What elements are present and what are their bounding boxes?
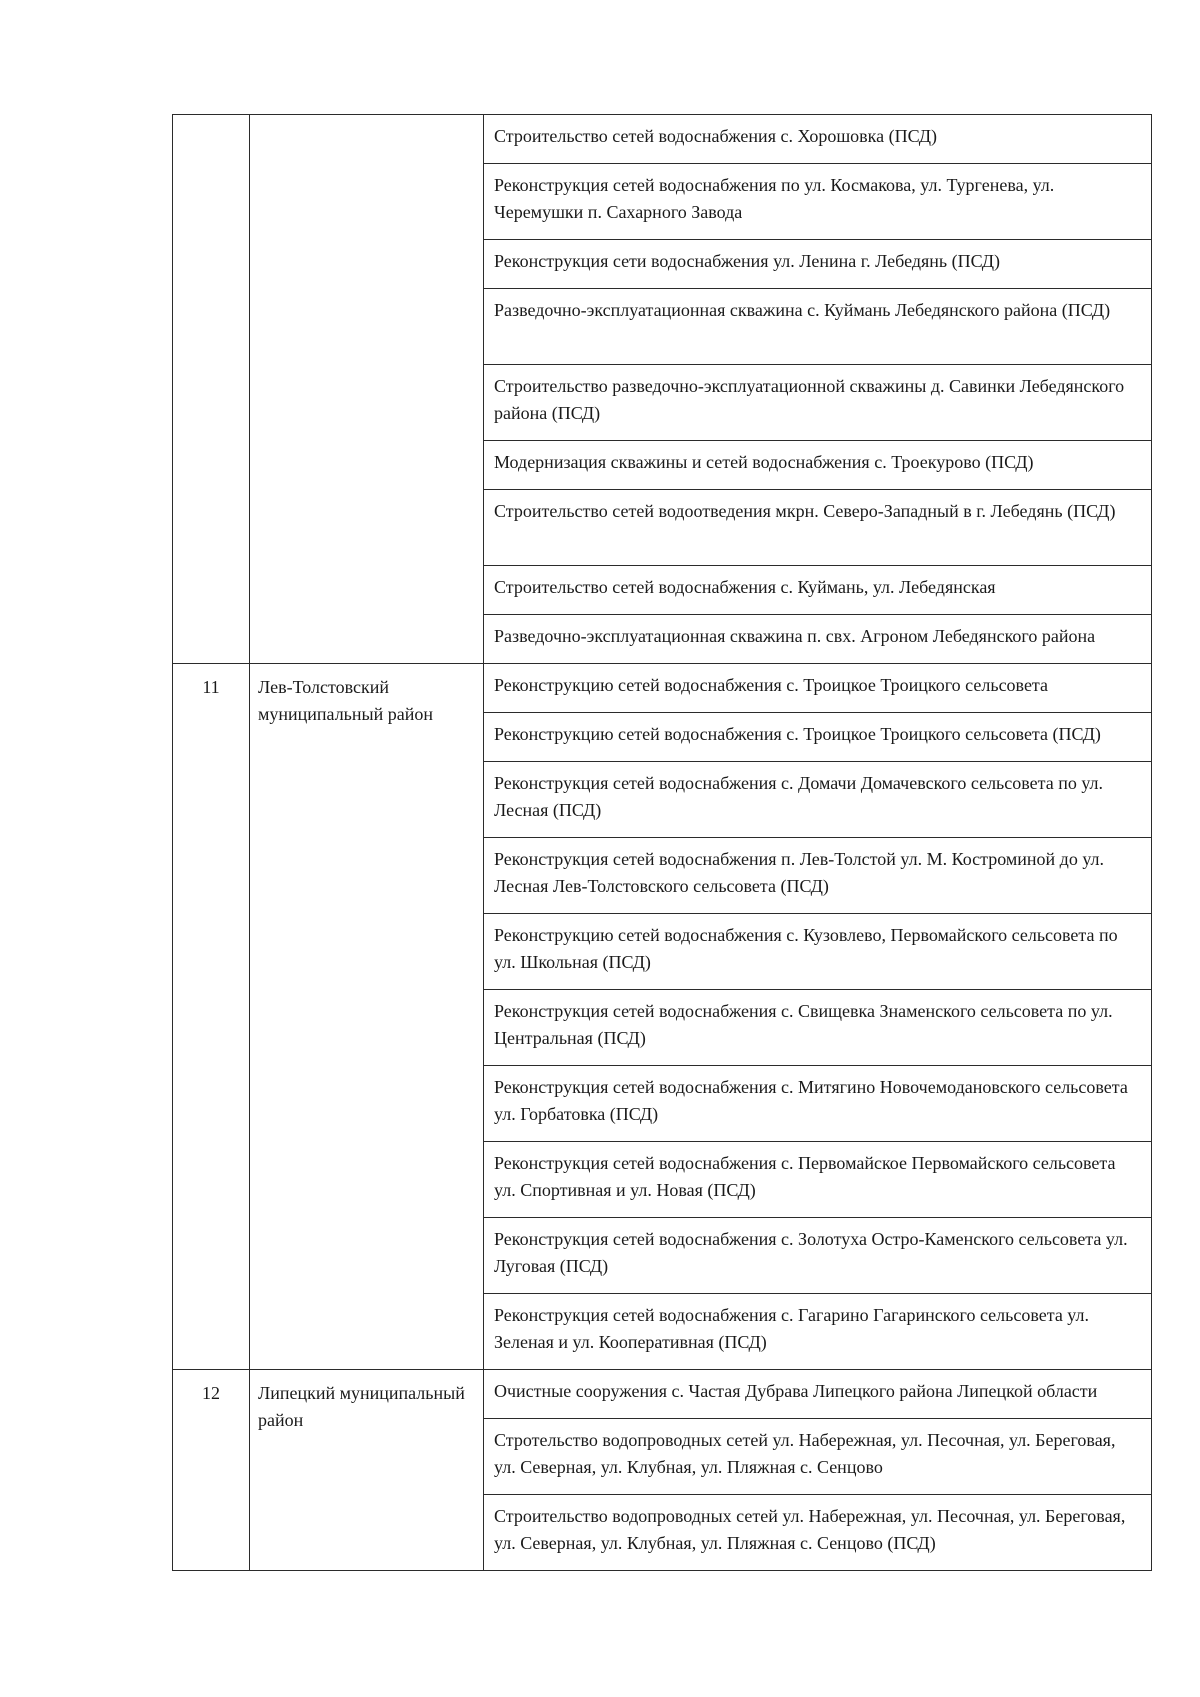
projects-table [172, 114, 1152, 1571]
project-name: Реконструкция сетей водоснабжения с. Гагарино Гагаринского сельсовета ул. Зеленая и ул. Кооперативная (ПСД) [484, 1294, 1152, 1370]
project-name: Очистные сооружения с. Частая Дубрава Липецкого района Липецкой области [484, 1370, 1152, 1419]
project-name: Реконструкция сетей водоснабжения с. Первомайское Первомайского сельсовета ул. Спортивная и ул. Новая (ПСД) [484, 1142, 1152, 1218]
district-name [250, 115, 484, 664]
project-name: Реконструкцию сетей водоснабжения с. Кузовлево, Первомайского сельсовета по ул. Школьная (ПСД) [484, 914, 1152, 990]
table-row [173, 1370, 1152, 1419]
project-name: Строительство сетей водоснабжения с. Куймань, ул. Лебедянская [484, 566, 1152, 615]
district-name: Лев-Толстовский муниципальный район [250, 664, 484, 1370]
row-number: 12 [173, 1370, 250, 1571]
project-name: Стротельство водопроводных сетей ул. Набережная, ул. Песочная, ул. Береговая, ул. Северная, ул. Клубная, ул. Пляжная с. Сенцово [484, 1419, 1152, 1495]
project-name: Реконструкция сети водоснабжения ул. Ленина г. Лебедянь (ПСД) [484, 240, 1152, 289]
project-name: Реконструкция сетей водоснабжения с. Золотуха Остро-Каменского сельсовета ул. Луговая (ПСД) [484, 1218, 1152, 1294]
project-name: Модернизация скважины и сетей водоснабжения с. Троекурово (ПСД) [484, 441, 1152, 490]
row-number: 11 [173, 664, 250, 1370]
district-name: Липецкий муниципальный район [250, 1370, 484, 1571]
row-number [173, 115, 250, 664]
project-name: Разведочно-эксплуатационная скважина п. свх. Агроном Лебедянского района [484, 615, 1152, 664]
project-name: Строительство водопроводных сетей ул. Набережная, ул. Песочная, ул. Береговая, ул. Северная, ул. Клубная, ул. Пляжная с. Сенцово (ПСД) [484, 1495, 1152, 1571]
project-name: Строительство сетей водоотведения мкрн. Северо-Западный в г. Лебедянь (ПСД) [484, 490, 1152, 566]
project-name: Реконструкцию сетей водоснабжения с. Троицкое Троицкого сельсовета [484, 664, 1152, 713]
project-name: Реконструкция сетей водоснабжения с. Свищевка Знаменского сельсовета по ул. Центральная (ПСД) [484, 990, 1152, 1066]
project-name: Строительство разведочно-эксплуатационной скважины д. Савинки Лебедянского района (ПСД) [484, 365, 1152, 441]
table-row [173, 664, 1152, 713]
project-name: Разведочно-эксплуатационная скважина с. Куймань Лебедянского района (ПСД) [484, 289, 1152, 365]
project-name: Строительство сетей водоснабжения с. Хорошовка (ПСД) [484, 115, 1152, 164]
project-name: Реконструкция сетей водоснабжения п. Лев-Толстой ул. М. Костроминой до ул. Лесная Лев-Толстовского сельсовета (ПСД) [484, 838, 1152, 914]
project-name: Реконструкция сетей водоснабжения по ул. Космакова, ул. Тургенева, ул. Черемушки п. Сахарного Завода [484, 164, 1152, 240]
project-name: Реконструкция сетей водоснабжения с. Митягино Новочемодановского сельсовета ул. Горбатовка (ПСД) [484, 1066, 1152, 1142]
table-row [173, 115, 1152, 164]
project-name: Реконструкцию сетей водоснабжения с. Троицкое Троицкого сельсовета (ПСД) [484, 713, 1152, 762]
project-name: Реконструкция сетей водоснабжения с. Домачи Домачевского сельсовета по ул. Лесная (ПСД) [484, 762, 1152, 838]
